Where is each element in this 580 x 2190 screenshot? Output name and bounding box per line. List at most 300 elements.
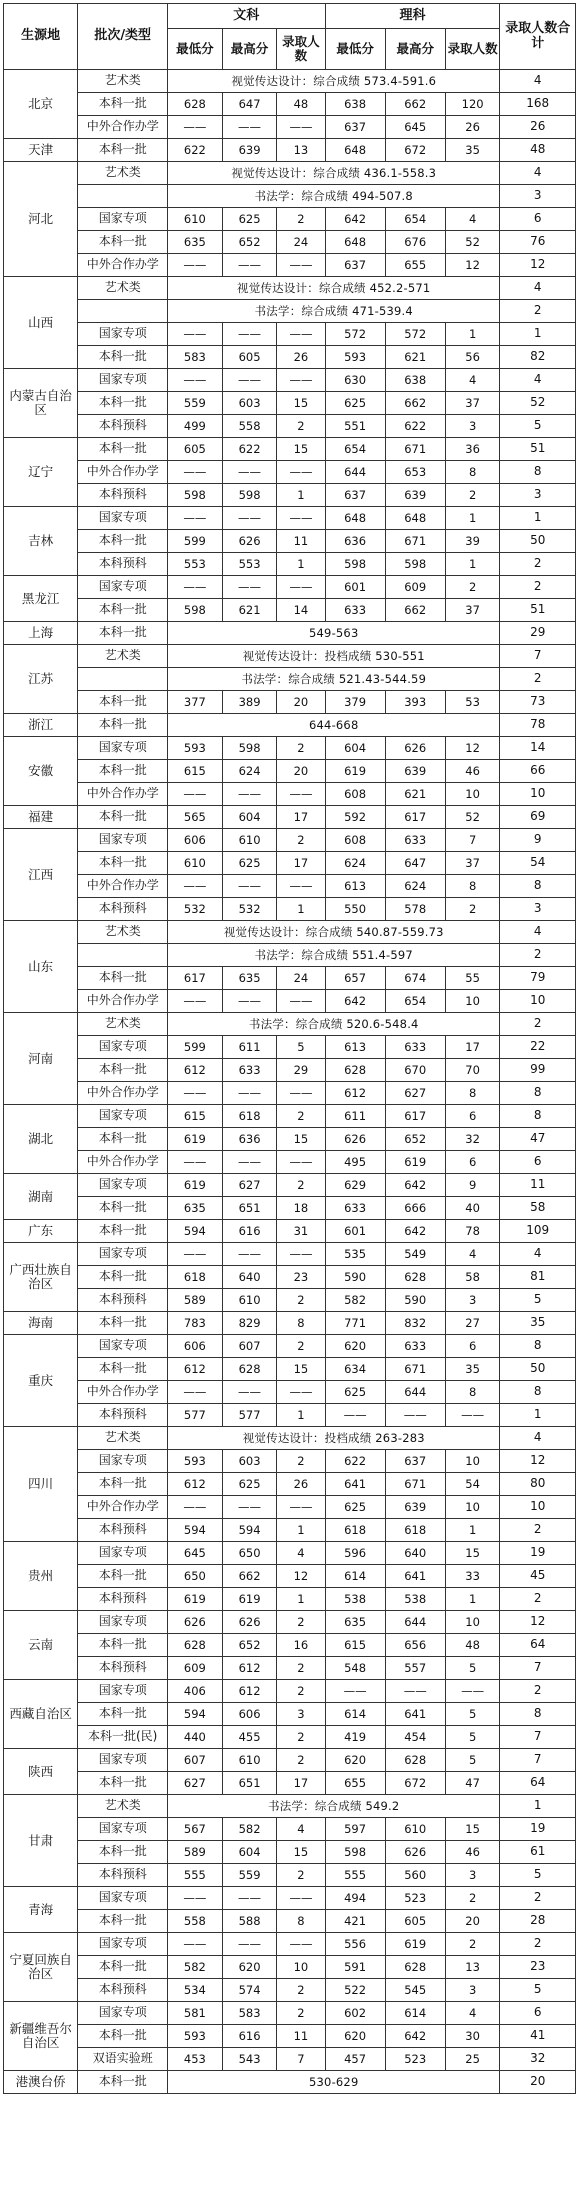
batch-cell: 本科预科 xyxy=(78,898,168,921)
cell-liberal-min: —— xyxy=(168,1082,223,1105)
cell-liberal-min: —— xyxy=(168,323,223,346)
cell-liberal-min: —— xyxy=(168,576,223,599)
cell-liberal-count: 1 xyxy=(277,484,325,507)
cell-liberal-max: 639 xyxy=(222,139,277,162)
table-row xyxy=(4,599,576,622)
table-row xyxy=(4,783,576,806)
cell-science-min: 648 xyxy=(325,139,385,162)
cell-science-count: 52 xyxy=(445,231,500,254)
table-row xyxy=(4,1749,576,1772)
cell-liberal-max: 610 xyxy=(222,1289,277,1312)
cell-liberal-min: —— xyxy=(168,990,223,1013)
batch-cell: 双语实验班 xyxy=(78,2048,168,2071)
cell-liberal-count: 1 xyxy=(277,1588,325,1611)
cell-science-max: 538 xyxy=(385,1588,445,1611)
total-cell: 2 xyxy=(500,668,576,691)
cell-science-max: 633 xyxy=(385,1335,445,1358)
cell-liberal-min: 553 xyxy=(168,553,223,576)
cell-science-min: 637 xyxy=(325,484,385,507)
score-note-cell: 书法学：综合成绩 471-539.4 xyxy=(168,300,500,323)
cell-liberal-count: 23 xyxy=(277,1266,325,1289)
batch-cell: 本科预科 xyxy=(78,553,168,576)
table-row xyxy=(4,1611,576,1634)
total-cell: 1 xyxy=(500,1795,576,1818)
table-row xyxy=(4,806,576,829)
cell-liberal-count: 20 xyxy=(277,691,325,714)
total-cell: 64 xyxy=(500,1634,576,1657)
cell-liberal-max: 583 xyxy=(222,2002,277,2025)
cell-science-min: 593 xyxy=(325,346,385,369)
table-row xyxy=(4,1151,576,1174)
cell-liberal-count: 12 xyxy=(277,1565,325,1588)
cell-liberal-max: 651 xyxy=(222,1197,277,1220)
cell-science-min: 572 xyxy=(325,323,385,346)
cell-liberal-min: 618 xyxy=(168,1266,223,1289)
batch-cell: 本科预科 xyxy=(78,1588,168,1611)
cell-liberal-count: 4 xyxy=(277,1542,325,1565)
cell-science-max: 654 xyxy=(385,990,445,1013)
cell-liberal-max: 636 xyxy=(222,1128,277,1151)
cell-liberal-count: 2 xyxy=(277,829,325,852)
cell-liberal-count: —— xyxy=(277,507,325,530)
cell-liberal-max: 652 xyxy=(222,1634,277,1657)
batch-cell: 国家专项 xyxy=(78,1887,168,1910)
table-row xyxy=(4,714,576,737)
total-cell: 4 xyxy=(500,369,576,392)
cell-science-min: 598 xyxy=(325,1841,385,1864)
batch-cell: 本科一批 xyxy=(78,1772,168,1795)
province-cell: 港澳台侨 xyxy=(4,2071,78,2094)
batch-cell: 国家专项 xyxy=(78,323,168,346)
cell-liberal-count: 11 xyxy=(277,530,325,553)
cell-liberal-min: 593 xyxy=(168,1450,223,1473)
total-cell: 2 xyxy=(500,553,576,576)
total-cell: 22 xyxy=(500,1036,576,1059)
province-cell: 内蒙古自治区 xyxy=(4,369,78,438)
cell-liberal-min: 615 xyxy=(168,1105,223,1128)
cell-science-max: 652 xyxy=(385,1128,445,1151)
cell-liberal-count: 20 xyxy=(277,760,325,783)
cell-science-min: 620 xyxy=(325,1335,385,1358)
cell-science-max: 393 xyxy=(385,691,445,714)
cell-science-max: 654 xyxy=(385,208,445,231)
cell-liberal-count: —— xyxy=(277,990,325,1013)
cell-liberal-count: 11 xyxy=(277,2025,325,2048)
cell-science-count: 10 xyxy=(445,1611,500,1634)
cell-liberal-count: 4 xyxy=(277,1818,325,1841)
table-row xyxy=(4,507,576,530)
cell-science-max: 454 xyxy=(385,1726,445,1749)
cell-science-count: 4 xyxy=(445,2002,500,2025)
cell-liberal-min: —— xyxy=(168,1887,223,1910)
cell-science-max: 674 xyxy=(385,967,445,990)
batch-cell: 本科预科 xyxy=(78,415,168,438)
total-cell: 4 xyxy=(500,921,576,944)
total-cell: 51 xyxy=(500,438,576,461)
cell-liberal-count: —— xyxy=(277,1243,325,1266)
cell-science-max: 557 xyxy=(385,1657,445,1680)
table-row xyxy=(4,1864,576,1887)
table-row xyxy=(4,1197,576,1220)
cell-liberal-max: 651 xyxy=(222,1772,277,1795)
cell-science-count: 32 xyxy=(445,1128,500,1151)
table-row xyxy=(4,1657,576,1680)
cell-liberal-min: 635 xyxy=(168,231,223,254)
province-cell: 辽宁 xyxy=(4,438,78,507)
province-cell: 广东 xyxy=(4,1220,78,1243)
cell-liberal-count: —— xyxy=(277,783,325,806)
cell-science-count: 25 xyxy=(445,2048,500,2071)
cell-science-count: 10 xyxy=(445,990,500,1013)
province-cell: 浙江 xyxy=(4,714,78,737)
cell-liberal-max: 607 xyxy=(222,1335,277,1358)
province-cell: 湖南 xyxy=(4,1174,78,1220)
cell-science-max: 672 xyxy=(385,139,445,162)
cell-liberal-count: —— xyxy=(277,1933,325,1956)
total-cell: 7 xyxy=(500,1657,576,1680)
cell-liberal-min: 577 xyxy=(168,1404,223,1427)
batch-cell: 国家专项 xyxy=(78,1450,168,1473)
cell-science-count: 5 xyxy=(445,1726,500,1749)
cell-science-max: 618 xyxy=(385,1519,445,1542)
total-cell: 73 xyxy=(500,691,576,714)
batch-cell xyxy=(78,944,168,967)
cell-liberal-max: 625 xyxy=(222,1473,277,1496)
table-header xyxy=(4,4,576,70)
total-cell: 2 xyxy=(500,1013,576,1036)
province-cell: 江西 xyxy=(4,829,78,921)
cell-science-min: 582 xyxy=(325,1289,385,1312)
batch-cell: 艺术类 xyxy=(78,162,168,185)
batch-cell: 国家专项 xyxy=(78,576,168,599)
cell-science-count: 55 xyxy=(445,967,500,990)
cell-science-max: 641 xyxy=(385,1703,445,1726)
cell-liberal-min: 594 xyxy=(168,1220,223,1243)
cell-science-count: 58 xyxy=(445,1266,500,1289)
cell-science-min: 612 xyxy=(325,1082,385,1105)
cell-science-min: 637 xyxy=(325,116,385,139)
province-cell: 黑龙江 xyxy=(4,576,78,622)
cell-liberal-count: —— xyxy=(277,1151,325,1174)
cell-science-max: 617 xyxy=(385,806,445,829)
batch-cell: 中外合作办学 xyxy=(78,783,168,806)
cell-science-min: 556 xyxy=(325,1933,385,1956)
cell-science-count: 54 xyxy=(445,1473,500,1496)
cell-science-max: 627 xyxy=(385,1082,445,1105)
batch-cell: 国家专项 xyxy=(78,507,168,530)
cell-liberal-count: 2 xyxy=(277,2002,325,2025)
cell-liberal-max: 625 xyxy=(222,852,277,875)
score-note-cell: 书法学：综合成绩 549.2 xyxy=(168,1795,500,1818)
batch-cell: 中外合作办学 xyxy=(78,461,168,484)
cell-science-min: 604 xyxy=(325,737,385,760)
table-row xyxy=(4,162,576,185)
cell-science-min: 608 xyxy=(325,783,385,806)
cell-liberal-min: —— xyxy=(168,1933,223,1956)
table-row xyxy=(4,1841,576,1864)
cell-liberal-max: —— xyxy=(222,507,277,530)
cell-liberal-min: 783 xyxy=(168,1312,223,1335)
table-row xyxy=(4,1243,576,1266)
cell-science-max: 617 xyxy=(385,1105,445,1128)
cell-liberal-count: 2 xyxy=(277,1450,325,1473)
total-cell: 14 xyxy=(500,737,576,760)
table-row xyxy=(4,1795,576,1818)
cell-science-count: 30 xyxy=(445,2025,500,2048)
total-cell: 5 xyxy=(500,1289,576,1312)
cell-science-min: 597 xyxy=(325,1818,385,1841)
table-row xyxy=(4,438,576,461)
cell-science-count: 46 xyxy=(445,1841,500,1864)
cell-science-count: 1 xyxy=(445,507,500,530)
cell-science-count: 52 xyxy=(445,806,500,829)
total-cell: 20 xyxy=(500,2071,576,2094)
cell-liberal-count: 2 xyxy=(277,1335,325,1358)
cell-liberal-min: 453 xyxy=(168,2048,223,2071)
table-row xyxy=(4,461,576,484)
cell-science-count: 8 xyxy=(445,1082,500,1105)
cell-science-min: 494 xyxy=(325,1887,385,1910)
cell-liberal-max: 628 xyxy=(222,1358,277,1381)
province-cell: 云南 xyxy=(4,1611,78,1680)
cell-liberal-min: 628 xyxy=(168,93,223,116)
cell-liberal-max: 543 xyxy=(222,2048,277,2071)
total-cell: 51 xyxy=(500,599,576,622)
cell-science-count: —— xyxy=(445,1404,500,1427)
total-cell: 6 xyxy=(500,2002,576,2025)
cell-science-max: 662 xyxy=(385,93,445,116)
total-cell: 58 xyxy=(500,1197,576,1220)
cell-liberal-max: 619 xyxy=(222,1588,277,1611)
table-row xyxy=(4,254,576,277)
total-cell: 66 xyxy=(500,760,576,783)
table-row xyxy=(4,1473,576,1496)
cell-science-min: 654 xyxy=(325,438,385,461)
table-row xyxy=(4,93,576,116)
cell-science-count: 10 xyxy=(445,1450,500,1473)
cell-liberal-max: —— xyxy=(222,1496,277,1519)
cell-science-max: 642 xyxy=(385,1220,445,1243)
cell-science-min: 642 xyxy=(325,990,385,1013)
cell-science-count: 5 xyxy=(445,1703,500,1726)
cell-science-max: 642 xyxy=(385,1174,445,1197)
batch-cell: 艺术类 xyxy=(78,921,168,944)
total-cell: 2 xyxy=(500,944,576,967)
cell-science-min: 648 xyxy=(325,507,385,530)
cell-liberal-count: 2 xyxy=(277,208,325,231)
total-cell: 41 xyxy=(500,2025,576,2048)
province-cell: 河北 xyxy=(4,162,78,277)
table-row xyxy=(4,668,576,691)
table-row xyxy=(4,208,576,231)
cell-liberal-max: 577 xyxy=(222,1404,277,1427)
cell-liberal-min: 609 xyxy=(168,1657,223,1680)
cell-science-min: 625 xyxy=(325,1381,385,1404)
cell-science-count: 53 xyxy=(445,691,500,714)
cell-science-min: 602 xyxy=(325,2002,385,2025)
table-row xyxy=(4,1427,576,1450)
province-cell: 广西壮族自治区 xyxy=(4,1243,78,1312)
total-cell: 5 xyxy=(500,1979,576,2002)
cell-science-min: 495 xyxy=(325,1151,385,1174)
cell-liberal-min: 598 xyxy=(168,599,223,622)
cell-science-max: 670 xyxy=(385,1059,445,1082)
cell-liberal-min: —— xyxy=(168,116,223,139)
table-row xyxy=(4,1565,576,1588)
cell-liberal-max: 640 xyxy=(222,1266,277,1289)
cell-liberal-count: 1 xyxy=(277,1404,325,1427)
cell-liberal-max: 626 xyxy=(222,530,277,553)
table-row xyxy=(4,944,576,967)
cell-liberal-max: —— xyxy=(222,1381,277,1404)
cell-liberal-max: —— xyxy=(222,1082,277,1105)
cell-liberal-min: —— xyxy=(168,461,223,484)
batch-cell: 艺术类 xyxy=(78,1795,168,1818)
total-cell: 5 xyxy=(500,1864,576,1887)
cell-science-min: 590 xyxy=(325,1266,385,1289)
cell-science-count: 5 xyxy=(445,1657,500,1680)
cell-liberal-min: 532 xyxy=(168,898,223,921)
cell-science-max: 639 xyxy=(385,484,445,507)
batch-cell: 本科一批 xyxy=(78,1841,168,1864)
total-cell: 3 xyxy=(500,898,576,921)
cell-science-count: 3 xyxy=(445,1864,500,1887)
cell-liberal-max: 603 xyxy=(222,1450,277,1473)
cell-liberal-count: —— xyxy=(277,1496,325,1519)
province-cell: 新疆维吾尔自治区 xyxy=(4,2002,78,2071)
total-cell: 99 xyxy=(500,1059,576,1082)
cell-science-count: 2 xyxy=(445,898,500,921)
cell-liberal-min: 499 xyxy=(168,415,223,438)
batch-cell: 国家专项 xyxy=(78,1542,168,1565)
cell-liberal-max: 633 xyxy=(222,1059,277,1082)
province-cell: 上海 xyxy=(4,622,78,645)
cell-liberal-max: —— xyxy=(222,116,277,139)
total-cell: 29 xyxy=(500,622,576,645)
cell-science-min: 421 xyxy=(325,1910,385,1933)
cell-science-min: 601 xyxy=(325,576,385,599)
table-row xyxy=(4,1059,576,1082)
total-cell: 48 xyxy=(500,139,576,162)
batch-cell: 国家专项 xyxy=(78,1749,168,1772)
score-note-cell: 644-668 xyxy=(168,714,500,737)
cell-science-min: 648 xyxy=(325,231,385,254)
cell-liberal-min: —— xyxy=(168,783,223,806)
cell-science-max: 545 xyxy=(385,1979,445,2002)
cell-liberal-min: 583 xyxy=(168,346,223,369)
cell-liberal-min: 534 xyxy=(168,1979,223,2002)
cell-liberal-count: —— xyxy=(277,116,325,139)
cell-science-min: 618 xyxy=(325,1519,385,1542)
table-row xyxy=(4,553,576,576)
batch-cell: 艺术类 xyxy=(78,1427,168,1450)
score-note-cell: 视觉传达设计：投档成绩 263-283 xyxy=(168,1427,500,1450)
province-cell: 江苏 xyxy=(4,645,78,714)
table-row xyxy=(4,1105,576,1128)
batch-cell: 艺术类 xyxy=(78,277,168,300)
cell-science-min: 551 xyxy=(325,415,385,438)
table-row xyxy=(4,1496,576,1519)
province-cell: 山东 xyxy=(4,921,78,1013)
cell-liberal-max: 582 xyxy=(222,1818,277,1841)
table-row xyxy=(4,116,576,139)
table-row xyxy=(4,415,576,438)
batch-cell: 本科一批 xyxy=(78,530,168,553)
cell-science-max: 655 xyxy=(385,254,445,277)
cell-science-min: 613 xyxy=(325,1036,385,1059)
cell-liberal-count: 17 xyxy=(277,806,325,829)
province-cell: 河南 xyxy=(4,1013,78,1105)
cell-science-max: 619 xyxy=(385,1151,445,1174)
cell-science-count: 37 xyxy=(445,392,500,415)
table-row xyxy=(4,1358,576,1381)
cell-liberal-min: —— xyxy=(168,1243,223,1266)
cell-liberal-count: 48 xyxy=(277,93,325,116)
batch-cell: 本科一批 xyxy=(78,1059,168,1082)
cell-science-count: 1 xyxy=(445,1588,500,1611)
cell-science-count: 56 xyxy=(445,346,500,369)
table-row xyxy=(4,231,576,254)
cell-liberal-min: —— xyxy=(168,254,223,277)
table-row xyxy=(4,1335,576,1358)
table-row xyxy=(4,691,576,714)
cell-liberal-max: —— xyxy=(222,1243,277,1266)
header-science-min: 最低分 xyxy=(325,29,385,70)
province-cell: 天津 xyxy=(4,139,78,162)
cell-liberal-count: 15 xyxy=(277,1358,325,1381)
batch-cell: 本科一批 xyxy=(78,622,168,645)
batch-cell: 国家专项 xyxy=(78,1680,168,1703)
cell-liberal-max: 389 xyxy=(222,691,277,714)
cell-liberal-max: 606 xyxy=(222,1703,277,1726)
cell-science-count: —— xyxy=(445,1680,500,1703)
total-cell: 50 xyxy=(500,530,576,553)
cell-liberal-min: 605 xyxy=(168,438,223,461)
cell-science-count: 2 xyxy=(445,1933,500,1956)
cell-liberal-min: 606 xyxy=(168,829,223,852)
cell-science-min: 550 xyxy=(325,898,385,921)
table-row xyxy=(4,1726,576,1749)
cell-liberal-min: 599 xyxy=(168,1036,223,1059)
batch-cell: 本科一批 xyxy=(78,139,168,162)
total-cell: 8 xyxy=(500,461,576,484)
table-row xyxy=(4,1312,576,1335)
cell-science-max: 672 xyxy=(385,1772,445,1795)
cell-science-count: 1 xyxy=(445,553,500,576)
cell-science-min: 591 xyxy=(325,1956,385,1979)
cell-liberal-count: 1 xyxy=(277,898,325,921)
table-row xyxy=(4,921,576,944)
score-note-cell: 书法学：综合成绩 520.6-548.4 xyxy=(168,1013,500,1036)
table-row xyxy=(4,277,576,300)
cell-liberal-count: —— xyxy=(277,1082,325,1105)
batch-cell: 中外合作办学 xyxy=(78,116,168,139)
cell-liberal-min: 581 xyxy=(168,2002,223,2025)
cell-liberal-min: 567 xyxy=(168,1818,223,1841)
cell-liberal-min: 558 xyxy=(168,1910,223,1933)
cell-science-max: 641 xyxy=(385,1565,445,1588)
cell-liberal-max: 626 xyxy=(222,1611,277,1634)
cell-liberal-min: —— xyxy=(168,507,223,530)
table-row xyxy=(4,967,576,990)
cell-liberal-min: 377 xyxy=(168,691,223,714)
batch-cell: 艺术类 xyxy=(78,1013,168,1036)
cell-science-count: 8 xyxy=(445,875,500,898)
total-cell: 10 xyxy=(500,783,576,806)
batch-cell: 本科一批 xyxy=(78,1956,168,1979)
cell-liberal-count: 2 xyxy=(277,1105,325,1128)
cell-liberal-count: 24 xyxy=(277,231,325,254)
